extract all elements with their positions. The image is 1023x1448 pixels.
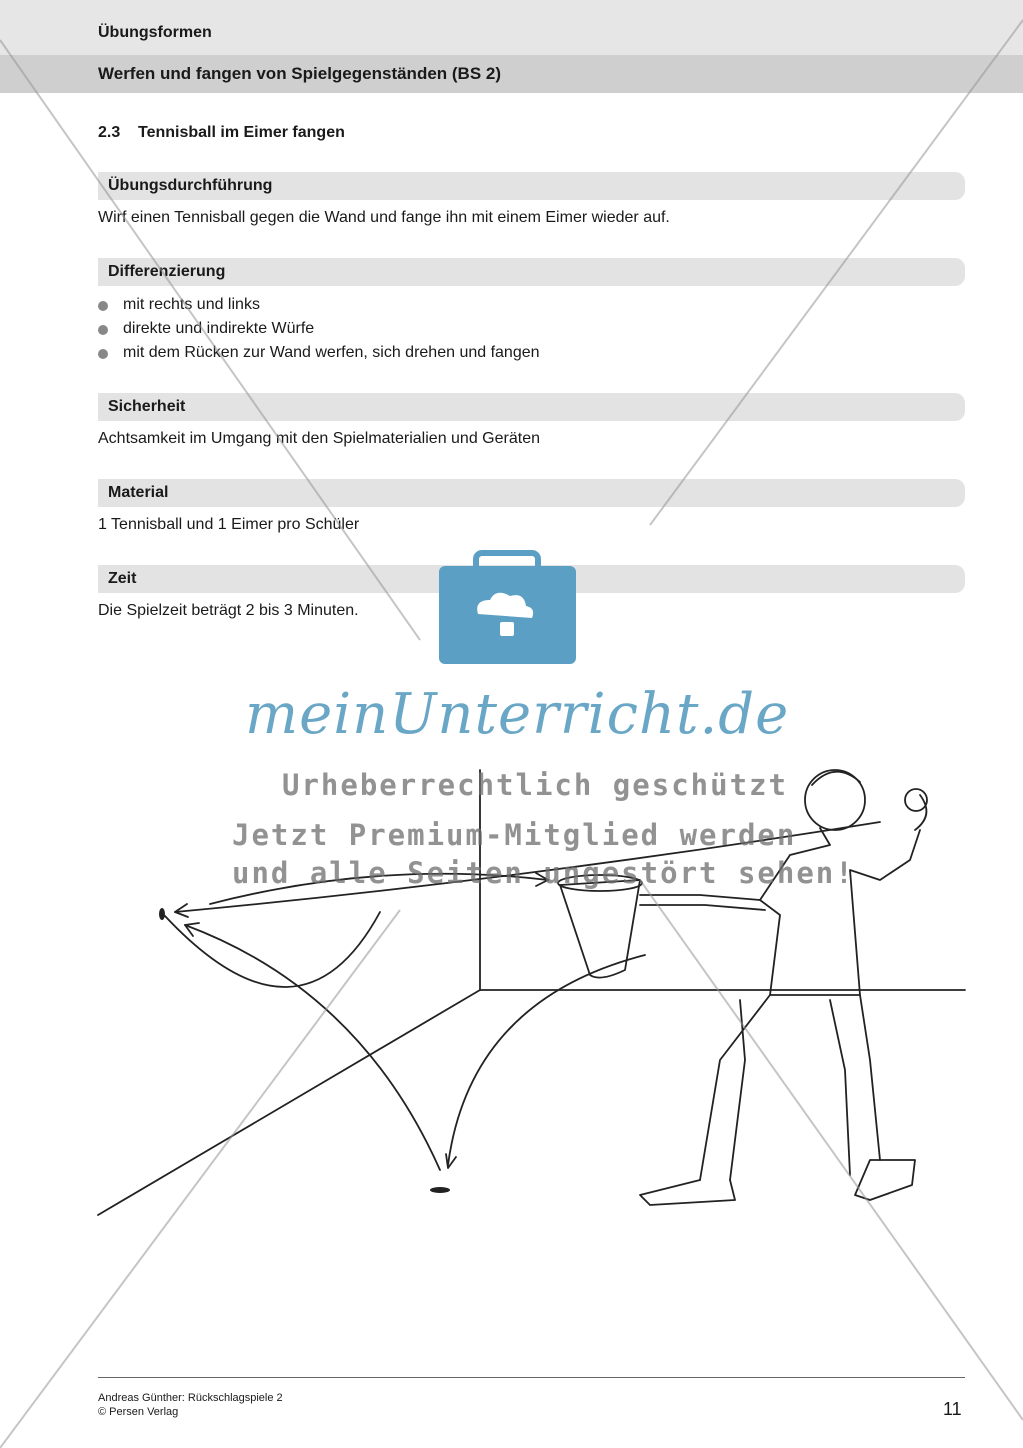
watermark-line1: Urheberrechtlich geschützt bbox=[282, 768, 788, 802]
durchfuehrung-text: Wirf einen Tennisball gegen die Wand und fange ihn mit einem Eimer wieder auf. bbox=[98, 209, 670, 226]
bounce-arc bbox=[185, 925, 440, 1170]
floor-corner-line bbox=[98, 990, 480, 1215]
section-heading: Zeit bbox=[108, 570, 137, 587]
section-heading: Übungsdurchführung bbox=[108, 177, 273, 194]
section-heading: Differenzierung bbox=[108, 263, 226, 280]
zeit-text: Die Spielzeit beträgt 2 bis 3 Minuten. bbox=[98, 602, 359, 619]
rebound-arc bbox=[448, 955, 645, 1165]
list-item: direkte und indirekte Würfe bbox=[98, 317, 540, 341]
list-item: mit dem Rücken zur Wand werfen, sich drehen und fangen bbox=[98, 341, 540, 365]
header-title: Werfen und fangen von Spielgegenständen (BS 2) bbox=[98, 64, 502, 83]
page-number: 11 bbox=[943, 1399, 962, 1419]
exercise-name: Tennisball im Eimer fangen bbox=[138, 124, 345, 141]
floor-hit-mark bbox=[430, 1187, 450, 1193]
exercise-number: 2.3 bbox=[98, 124, 121, 141]
briefcase-icon bbox=[439, 553, 576, 664]
right-shoe bbox=[855, 1160, 915, 1200]
left-shoe bbox=[640, 1180, 735, 1205]
watermark-brand: meinUnterricht.de bbox=[245, 682, 790, 747]
section-heading: Sicherheit bbox=[108, 398, 186, 415]
section-heading: Material bbox=[108, 484, 169, 501]
bucket-shape bbox=[560, 880, 640, 978]
material-text: 1 Tennisball und 1 Eimer pro Schüler bbox=[98, 516, 360, 533]
watermark-line3: und alle Seiten ungestört sehen! bbox=[232, 856, 855, 890]
footer-divider bbox=[98, 1377, 965, 1378]
list-item: mit rechts und links bbox=[98, 293, 540, 317]
footer-source: Andreas Günther: Rückschlagspiele 2 bbox=[98, 1392, 283, 1404]
header-category: Übungsformen bbox=[98, 24, 212, 41]
footer-publisher: © Persen Verlag bbox=[98, 1406, 179, 1418]
wall-hit-mark bbox=[159, 908, 165, 920]
sicherheit-text: Achtsamkeit im Umgang mit den Spielmaterialien und Geräten bbox=[98, 430, 540, 447]
watermark-line2: Jetzt Premium-Mitglied werden bbox=[232, 818, 797, 852]
